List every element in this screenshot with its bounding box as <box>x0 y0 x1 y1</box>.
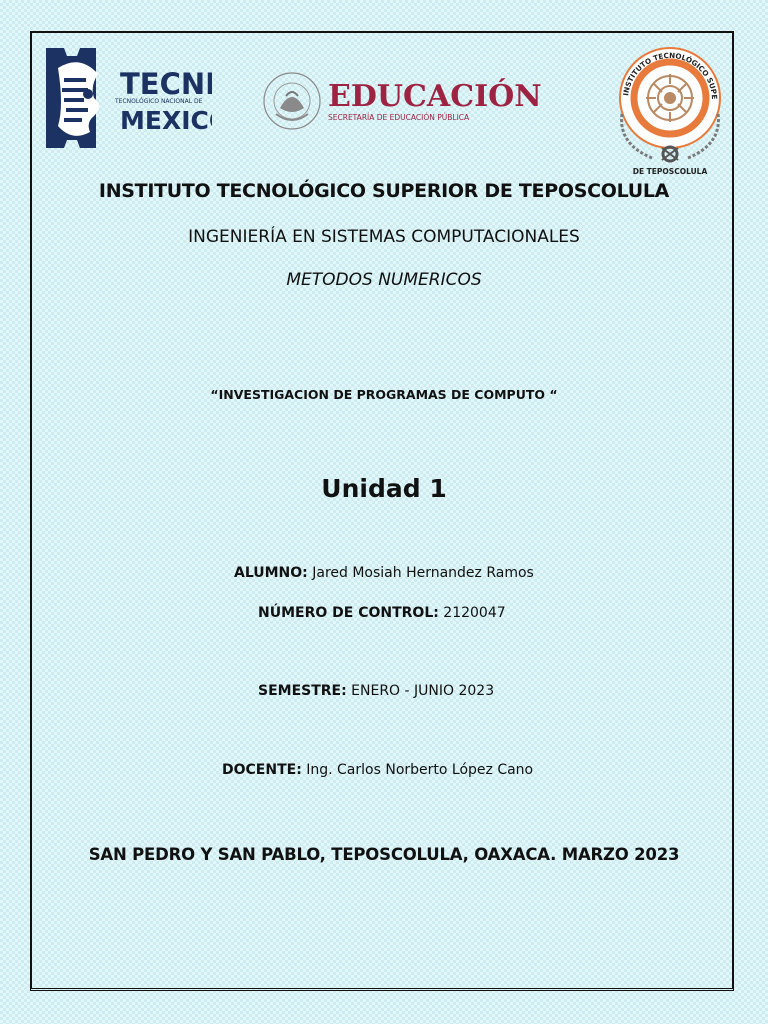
student-value: Jared Mosiah Hernandez Ramos <box>307 565 534 581</box>
teacher-value: Ing. Carlos Norberto López Cano <box>301 762 534 778</box>
tecnm-country-text: MEXIC <box>120 106 209 135</box>
semester-field <box>258 683 494 699</box>
educacion-title: EDUCACIÓN <box>328 79 542 114</box>
sep-subtitle: SECRETARÍA DE EDUCACIÓN PÚBLICA <box>328 113 470 122</box>
gear-emblem-icon <box>46 48 99 148</box>
topic-title: “INVESTIGACION DE PROGRAMAS DE COMPUTO “ <box>210 387 558 402</box>
unit-title: Unidad 1 <box>321 474 447 503</box>
teacher-label: DOCENTE: <box>222 762 302 778</box>
sep-educacion-logo <box>262 70 542 132</box>
career-name: INGENIERÍA EN SISTEMAS COMPUTACIONALES <box>188 227 580 247</box>
seal-bottom-text: DE TEPOSCOLULA <box>632 167 708 176</box>
student-label: ALUMNO: <box>234 565 308 581</box>
semester-label: SEMESTRE: <box>258 683 347 699</box>
itst-seal-logo <box>612 44 732 178</box>
control-number-value: 2120047 <box>438 605 506 621</box>
place-date: SAN PEDRO Y SAN PABLO, TEPOSCOLULA, OAXACA. MARZO 2023 <box>88 845 680 864</box>
student-field <box>234 565 534 581</box>
teacher-field <box>222 762 533 778</box>
mexico-coat-of-arms-icon <box>264 73 320 129</box>
gear-icon <box>662 147 678 161</box>
seal-ring-text: INSTITUTO TECNOLÓGICO SUPE <box>621 50 720 100</box>
control-number-field <box>258 605 506 621</box>
control-number-label: NÚMERO DE CONTROL: <box>258 605 439 621</box>
subject-name: METODOS NUMERICOS <box>286 270 482 290</box>
tecnm-sub-text: TECNOLÓGICO NACIONAL DE <box>115 98 203 105</box>
institution-title: INSTITUTO TECNOLÓGICO SUPERIOR DE TEPOSCOLULA <box>98 180 670 202</box>
tecnm-main-text: TECN <box>120 67 206 101</box>
tecnm-logo <box>44 46 212 156</box>
semester-value: ENERO - JUNIO 2023 <box>346 683 495 699</box>
